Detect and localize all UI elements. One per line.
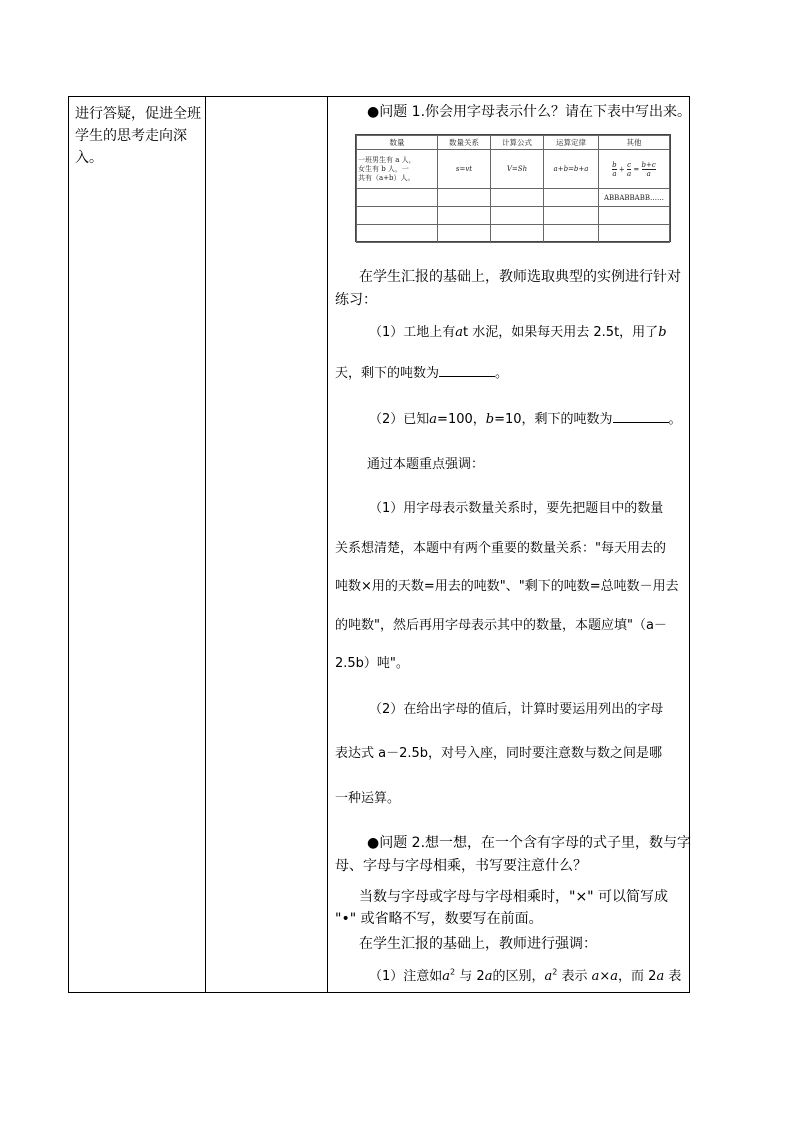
cell-line: 女生有 b 人，一 xyxy=(358,164,409,173)
text: 。 xyxy=(495,366,509,381)
answer-blank xyxy=(439,366,495,377)
left-line: 学生的思考走向深 xyxy=(75,128,187,144)
exercise-1-line1 xyxy=(369,321,719,340)
variable: a xyxy=(656,969,665,984)
fraction xyxy=(627,161,631,178)
column-divider-2 xyxy=(327,97,328,992)
text: ，而 2 xyxy=(618,969,657,984)
table-cell-empty xyxy=(599,207,670,225)
table-cell-empty xyxy=(438,189,491,207)
question1-title: ●问题 1.你会用字母表示什么？请在下表中写出来。 xyxy=(367,104,692,120)
text: =100， xyxy=(437,412,486,427)
question2-emphasis: 在学生汇报的基础上，教师进行强调： xyxy=(359,936,597,952)
table-header: 数量关系 xyxy=(438,136,491,150)
denominator: a xyxy=(612,169,617,178)
numerator: b+c xyxy=(641,160,656,169)
table-cell-empty xyxy=(438,207,491,225)
table-cell-other-pattern: ABBABBABB…… xyxy=(599,189,670,207)
table-cell-empty xyxy=(544,189,599,207)
point2-line: 表达式 a－2.5b，对号入座，同时要注意数与数之间是哪 xyxy=(335,746,663,761)
table-cell-empty xyxy=(491,189,544,207)
table-cell-formula: V=Sh xyxy=(491,150,544,189)
point1-line: （1）用字母表示数量关系时，要先把题目中的数量 xyxy=(369,501,664,516)
left-line: 进行答疑，促进全班 xyxy=(75,106,201,122)
table-header: 计算公式 xyxy=(491,136,544,150)
expression: a×a xyxy=(591,969,619,984)
left-line: 入。 xyxy=(75,150,103,166)
equals-sign: = xyxy=(633,165,640,173)
plus-sign: + xyxy=(618,165,625,173)
text: t 水泥，如果每天用去 2.5t，用了 xyxy=(463,325,659,340)
point1-line: 2.5b）吨"。 xyxy=(335,656,409,671)
superscript: 2 xyxy=(450,967,456,977)
variable: a xyxy=(544,969,553,984)
variable: a xyxy=(455,325,464,340)
lesson-table xyxy=(68,96,690,993)
table-header: 数量 xyxy=(357,136,438,150)
cell-line: 共有（a+b）人。 xyxy=(358,173,415,182)
table-cell-quantity xyxy=(357,150,438,189)
text: 表示 xyxy=(561,969,588,984)
table-cell-empty xyxy=(438,225,491,243)
table-header: 运算定律 xyxy=(544,136,599,150)
question2-answer: "•" 或省略不写，数要写在前面。 xyxy=(335,911,543,927)
letter-usage-table-image xyxy=(355,134,671,242)
practice-intro-line: 练习： xyxy=(335,292,377,308)
table-header: 其他 xyxy=(599,136,670,150)
table-cell-empty xyxy=(357,225,438,243)
text: （2）已知 xyxy=(369,412,430,427)
point2-line: （2）在给出字母的值后，计算时要运用列出的字母 xyxy=(369,702,664,717)
denominator: a xyxy=(646,169,651,178)
emphasis-title: 通过本题重点强调： xyxy=(367,457,485,472)
table-cell-other-fractions xyxy=(599,150,670,189)
table-cell-law: a+b=b+a xyxy=(544,150,599,189)
question2-note-1 xyxy=(369,965,719,984)
exercise-2 xyxy=(369,408,719,427)
variable: a xyxy=(442,969,451,984)
variable: b xyxy=(485,412,495,427)
table-cell-empty xyxy=(599,225,670,243)
numerator: b xyxy=(612,160,617,169)
text: 表 xyxy=(668,969,682,984)
point1-line: 的吨数"，然后再用字母表示其中的数量，本题应填"（a－ xyxy=(335,618,667,633)
table-cell-empty xyxy=(357,189,438,207)
point1-line: 吨数×用的天数=用去的吨数"、"剩下的吨数=总吨数－用去 xyxy=(335,579,679,594)
answer-blank xyxy=(613,412,669,423)
question2-title: 母、字母与字母相乘，书写要注意什么？ xyxy=(335,858,587,874)
exercise-1-line2 xyxy=(335,362,685,381)
practice-intro-line: 在学生汇报的基础上，教师选取典型的实例进行针对 xyxy=(359,269,681,285)
denominator: a xyxy=(627,169,632,178)
table-cell-empty xyxy=(491,207,544,225)
superscript: 2 xyxy=(552,967,558,977)
text: 天，剩下的吨数为 xyxy=(335,366,440,381)
text: 与 2 xyxy=(459,969,485,984)
variable: a xyxy=(429,412,438,427)
table-cell-empty xyxy=(544,225,599,243)
text: =10，剩下的吨数为 xyxy=(494,412,613,427)
column-divider-1 xyxy=(205,97,206,992)
text: 的区别， xyxy=(492,969,545,984)
table-cell-empty xyxy=(357,207,438,225)
left-column-text xyxy=(75,103,205,169)
text: 。 xyxy=(668,412,682,427)
point1-line: 关系想清楚，本题中有两个重要的数量关系："每天用去的 xyxy=(335,541,666,556)
fraction xyxy=(612,161,616,178)
question2-title: ●问题 2.想一想，在一个含有字母的式子里，数与字 xyxy=(367,835,692,851)
variable: a xyxy=(484,969,493,984)
question2-answer: 当数与字母或字母与字母相乘时，"×" 可以简写成 xyxy=(359,889,669,905)
table-cell-relation: s=vt xyxy=(438,150,491,189)
table-cell-empty xyxy=(544,207,599,225)
cell-line: 一班男生有 a 人， xyxy=(358,155,416,164)
table-cell-empty xyxy=(491,225,544,243)
numerator: c xyxy=(627,160,632,169)
fraction xyxy=(642,161,656,178)
text: （1）工地上有 xyxy=(369,325,456,340)
variable: b xyxy=(658,325,667,340)
point2-line: 一种运算。 xyxy=(335,791,401,806)
text: （1）注意如 xyxy=(369,969,443,984)
